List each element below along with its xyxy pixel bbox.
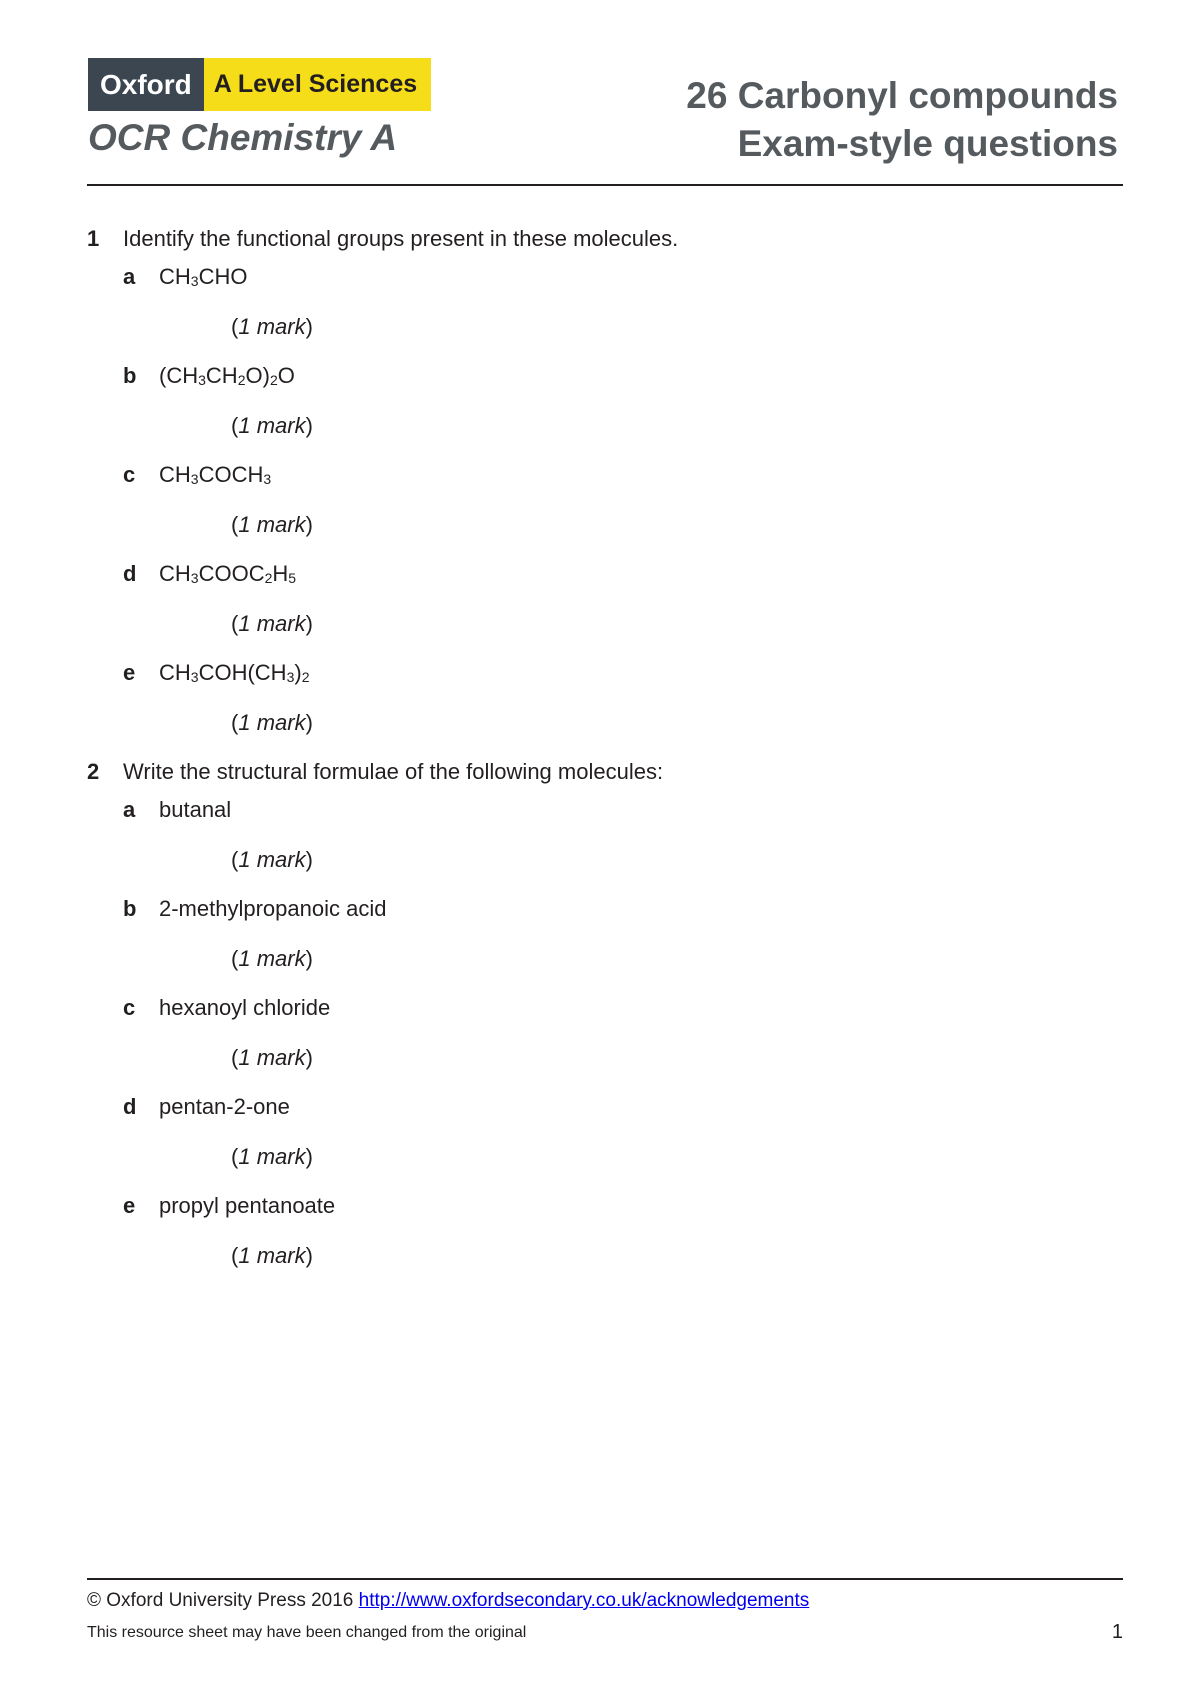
brand-oxford: Oxford [88, 58, 204, 111]
brand-logo [88, 58, 431, 111]
mark-allocation: (1 mark) [231, 611, 313, 636]
question-part [123, 458, 1117, 542]
course-title: OCR Chemistry A [88, 117, 398, 158]
question-part [123, 991, 1117, 1075]
mark-allocation: (1 mark) [231, 946, 313, 971]
question-number: 1 [87, 226, 100, 251]
formula: $CH_3CHO$ [159, 264, 248, 289]
formula: $(CH_3CH_2O)_2O$ [159, 363, 295, 388]
question-1 [87, 222, 1117, 740]
mark-allocation: (1 mark) [231, 710, 313, 735]
brand-a-level-sciences: A Level Sciences [204, 58, 431, 111]
part-letter: b [123, 363, 137, 388]
formula: $CH_3COCH_3$ [159, 462, 272, 487]
mark-allocation: (1 mark) [231, 847, 313, 872]
formula: $CH_3COOC_2H_5$ [159, 561, 297, 586]
question-number: 2 [87, 759, 100, 784]
part-letter: a [123, 264, 136, 289]
question-2 [87, 755, 1117, 1273]
acknowledgements-link[interactable]: http://www.oxfordsecondary.co.uk/acknowledgements [358, 1590, 810, 1611]
copyright-line [87, 1587, 1123, 1615]
question-part [123, 1090, 1117, 1174]
part-letter: b [123, 896, 137, 921]
question-part [123, 557, 1117, 641]
question-part [123, 1189, 1117, 1273]
question-part [123, 359, 1117, 443]
part-letter: e [123, 660, 136, 685]
mark-allocation: (1 mark) [231, 1243, 313, 1268]
molecule-name: propyl pentanoate [159, 1193, 336, 1218]
part-letter: a [123, 797, 136, 822]
page-subtitle: Exam-style questions [737, 123, 1118, 164]
part-letter: c [123, 995, 136, 1020]
part-letter: d [123, 1094, 137, 1119]
footer [87, 1587, 1123, 1644]
question-stem: Identify the functional groups present in these molecules. [123, 226, 679, 251]
mark-allocation: (1 mark) [231, 413, 313, 438]
page-titles [686, 72, 1118, 168]
question-part [123, 656, 1117, 740]
question-part [123, 260, 1117, 344]
footer-divider [87, 1578, 1123, 1580]
question-part [123, 892, 1117, 976]
formula: $CH_3COH(CH_3)_2$ [159, 660, 310, 685]
mark-allocation: (1 mark) [231, 1045, 313, 1070]
disclaimer-text: This resource sheet may have been changed from the original [87, 1623, 527, 1641]
molecule-name: butanal [159, 797, 232, 822]
part-letter: d [123, 561, 137, 586]
molecule-name: 2-methylpropanoic acid [159, 896, 387, 921]
mark-allocation: (1 mark) [231, 512, 313, 537]
mark-allocation: (1 mark) [231, 314, 313, 339]
part-letter: c [123, 462, 136, 487]
question-list [87, 222, 1117, 1288]
molecule-name: pentan-2-one [159, 1094, 290, 1119]
header-divider [87, 184, 1123, 186]
molecule-name: hexanoyl chloride [159, 995, 331, 1020]
copyright-text: © Oxford University Press 2016 [87, 1590, 354, 1611]
chapter-title: 26 Carbonyl compounds [686, 75, 1118, 116]
mark-allocation: (1 mark) [231, 1144, 313, 1169]
question-stem: Write the structural formulae of the following molecules: [123, 759, 664, 784]
page-number: 1 [1111, 1621, 1123, 1643]
question-part [123, 793, 1117, 877]
part-letter: e [123, 1193, 136, 1218]
